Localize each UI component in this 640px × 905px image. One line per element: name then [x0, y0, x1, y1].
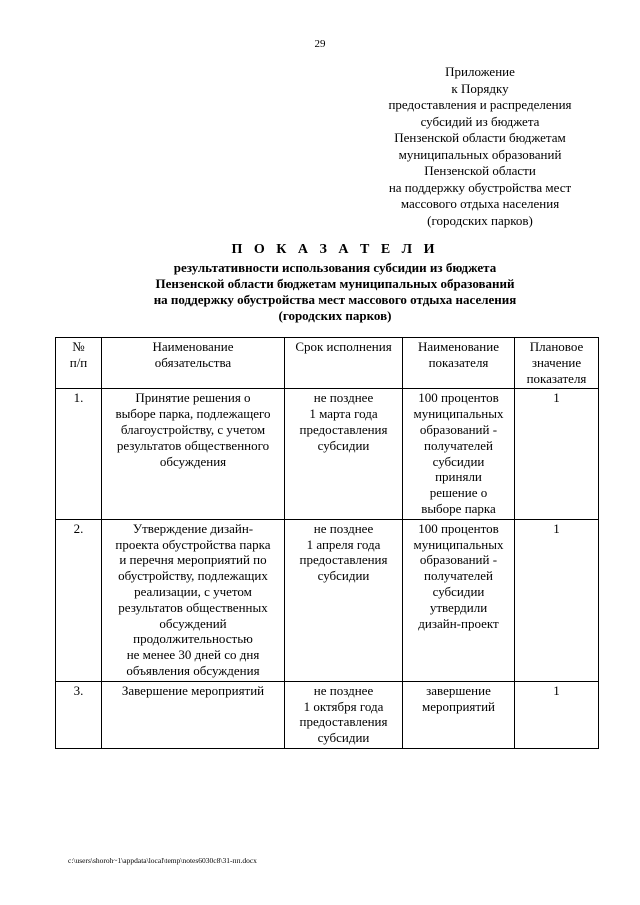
cell-obligation: Завершение мероприятий: [102, 681, 285, 748]
cell-deadline: не позднее 1 апреля года предоставления субсидии: [285, 519, 403, 681]
cell-planned-value: 1: [515, 519, 599, 681]
appendix-line: субсидий из бюджета: [420, 113, 540, 129]
table-header-row: [56, 338, 599, 389]
cell-deadline: не позднее 1 октября года предоставления субсидии: [285, 681, 403, 748]
appendix-line: предоставления и распределения: [388, 97, 572, 112]
table-row: [56, 519, 599, 681]
header-obligation: Наименование обязательства: [102, 338, 285, 389]
cell-num: 2.: [56, 519, 102, 681]
appendix-line: Пензенской области бюджетам: [394, 130, 566, 145]
appendix-line: массового отдыха населения: [400, 196, 560, 211]
appendix-line: Пензенской области: [424, 163, 536, 178]
table-row: [56, 389, 599, 519]
title-line: (городских парков): [278, 308, 392, 323]
header-deadline: Срок исполнения: [285, 338, 403, 389]
indicators-table: [55, 337, 599, 749]
title-heading: П О К А З А Т Е Л И: [231, 242, 439, 257]
page-number: 29: [314, 38, 326, 50]
appendix-line: к Порядку: [451, 80, 509, 96]
cell-planned-value: 1: [515, 681, 599, 748]
cell-indicator: 100 процентов муниципальных образований - получателей субсидии утвердили дизайн-проект: [403, 519, 515, 681]
document-title: [40, 240, 630, 324]
cell-num: 3.: [56, 681, 102, 748]
cell-obligation: Принятие решения о выборе парка, подлежащего благоустройству, с учетом результатов общественного обсуждения: [102, 389, 285, 519]
appendix-block: [360, 64, 600, 229]
cell-planned-value: 1: [515, 389, 599, 519]
cell-deadline: не позднее 1 марта года предоставления субсидии: [285, 389, 403, 519]
title-line: результативности использования субсидии из бюджета: [173, 260, 497, 275]
table-row: [56, 681, 599, 748]
cell-obligation: Утверждение дизайн- проекта обустройства парка и перечня мероприятий по обустройству, подлежащих реализации, с учетом результатов общественных обсуждений продолжительностью не менее 30 дней со дня объявления обсуждения: [102, 519, 285, 681]
cell-indicator: 100 процентов муниципальных образований - получателей субсидии приняли решение о выборе парка: [403, 389, 515, 519]
title-line: Пензенской области бюджетам муниципальных образований: [155, 276, 515, 291]
header-num: № п/п: [56, 338, 102, 389]
appendix-line: (городских парков): [427, 212, 533, 228]
cell-num: 1.: [56, 389, 102, 519]
appendix-line: на поддержку обустройства мест: [388, 179, 572, 195]
cell-indicator: завершение мероприятий: [403, 681, 515, 748]
appendix-line: муниципальных образований: [398, 146, 562, 162]
title-line: на поддержку обустройства мест массового отдыха населения: [153, 292, 517, 307]
header-planned-value: Плановое значение показателя: [515, 338, 599, 389]
header-indicator: Наименование показателя: [403, 338, 515, 389]
appendix-line: Приложение: [445, 64, 515, 79]
file-path-footer: c:\users\shoroh~1\appdata\local\temp\notes6030c8\31-пп.docx: [68, 856, 257, 865]
